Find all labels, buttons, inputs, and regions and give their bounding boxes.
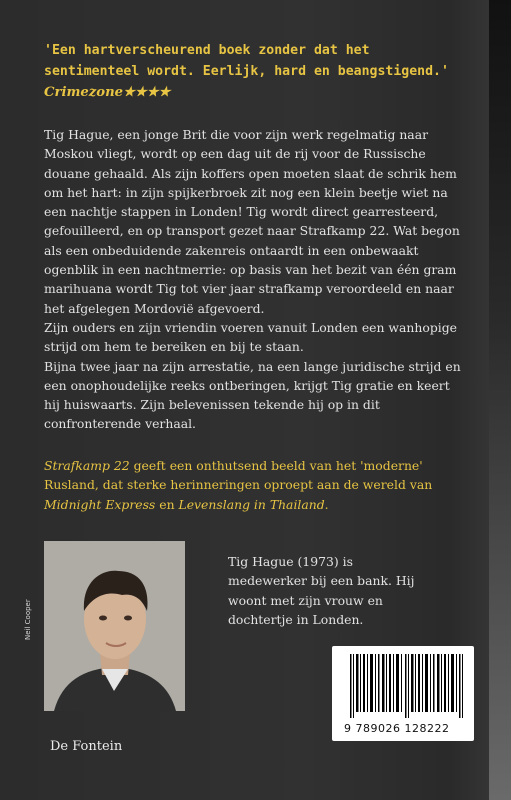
author-portrait-image [44,541,185,711]
quote-source: Crimezone [44,85,124,100]
promo-segment: en [155,496,179,512]
photo-credit: Neil Cooper [24,599,32,640]
author-bio: Tig Hague (1973) is medewerker bij een bank. Hij woont met zijn vrouw en dochtertje in Londen. [228,554,415,627]
promo-text [44,456,466,514]
cover-edge-texture [489,0,511,800]
blurb-paragraph: Tig Hague, een jonge Brit die voor zijn werk regelmatig naar Moskou vliegt, wordt op een dag uit de rij voor de Russische douane gehaald. Als zijn koffers open moeten slaat de schrik hem om het hart: in zijn spijkerbroek zit nog een klein beetje wiet na een nachtje stappen in Londen! Tig wordt direct gearresteerd, gefouilleerd, en op transport gezet naar Strafkamp 22. Wat begon als een onbeduidende zakenreis ontaardt in een onbewaakt ogenblik in een nachtmerrie: op basis van het bezit van één gram marihuana wordt Tig tot vier jaar strafkamp veroordeeld en naar het afgelegen Mordovië afgevoerd. [44,127,460,316]
isbn-number: 9 789026 128222 [344,722,450,735]
barcode [332,646,474,741]
publisher-name: De Fontein [50,739,123,754]
quote-text: 'Een hartverscheurend boek zonder dat het sentimenteel wordt. Eerlijk, hard en beangstigend.' [44,43,449,79]
promo-segment: geeft een onthutsend beeld van het 'moderne' Rusland, dat sterke herinneringen oproept aan de wereld van [44,458,433,493]
blurb-paragraph: Bijna twee jaar na zijn arrestatie, na een lange juridische strijd en een onophoudelijke reeks ontberingen, krijgt Tig gratie en keert hij huiswaarts. Zijn belevenissen tekende hij op in dit confronterende verhaal. [44,358,461,432]
review-quote [44,40,464,103]
barcode-bars [350,654,466,718]
reference-title: Levenslang in Thailand [178,496,325,512]
blurb-paragraph: Zijn ouders en zijn vriendin voeren vanuit Londen een wanhopige strijd om hem te bereiken en bij te staan. [44,319,457,355]
promo-segment: . [324,496,329,512]
rating-stars: ★★★★ [123,85,171,100]
author-photo [44,541,185,711]
reference-title: Midnight Express [44,496,156,512]
blurb [44,125,466,434]
book-title: Strafkamp 22 [44,458,130,473]
